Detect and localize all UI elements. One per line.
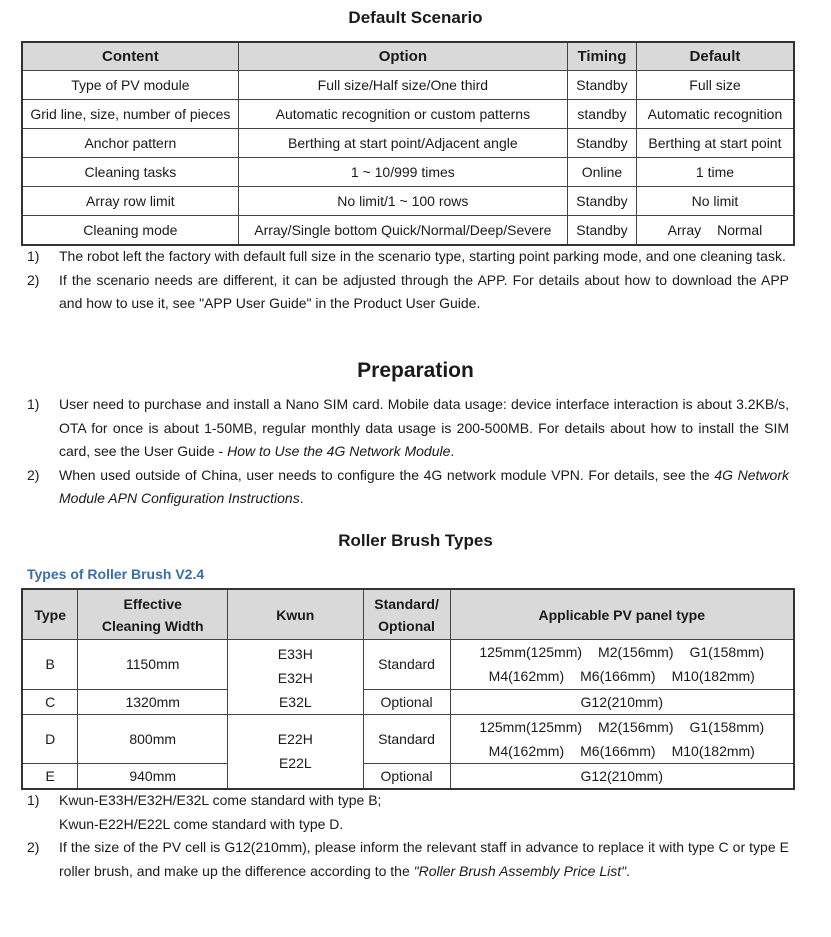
note-number: 1): [27, 396, 40, 412]
cell-kwun-group-2: [228, 715, 364, 790]
panel-size: M2(156mm): [598, 644, 674, 661]
cell-default: No limit: [636, 187, 794, 216]
cell-panel: [450, 715, 794, 764]
table-row: [22, 715, 794, 764]
table-row: [22, 187, 794, 216]
list-item: [27, 464, 789, 511]
panel-size: M6(166mm): [580, 743, 656, 759]
panel-size: M4(162mm): [488, 743, 565, 759]
cell-content: Type of PV module: [22, 71, 238, 100]
cell-option: Automatic recognition or custom patterns: [238, 100, 567, 129]
cell-option: No limit/1 ~ 100 rows: [238, 187, 567, 216]
note-text: User need to purchase and install a Nano SIM card. Mobile data usage: device interface interaction is about 3.2KB/s, OTA for once is about 1-50MB, regular monthly data usage is 200-500MB. For details about how to install the SIM card, see the User Guide -: [59, 396, 789, 459]
cell-option: Berthing at start point/Adjacent angle: [238, 129, 567, 158]
list-item: [27, 836, 789, 883]
table-row: [22, 71, 794, 100]
table-row: [22, 640, 794, 690]
header-default: Default: [636, 42, 794, 71]
header-width-line1: Effective: [123, 595, 182, 612]
kwun-value: E32H: [277, 670, 313, 686]
note-number: 1): [27, 792, 40, 808]
cell-standard: Standard: [363, 715, 450, 764]
panel-line: [453, 715, 791, 739]
cell-timing: Online: [567, 158, 636, 187]
cell-standard: Optional: [363, 764, 450, 790]
default-scenario-table: [21, 41, 795, 246]
cell-type: C: [22, 689, 78, 714]
cell-width: 1150mm: [78, 640, 228, 690]
roller-brush-table: [21, 588, 795, 790]
panel-size: M4(162mm): [488, 668, 565, 685]
cell-timing: Standby: [567, 187, 636, 216]
cell-default: Berthing at start point: [636, 129, 794, 158]
note-line: Kwun-E22H/E22L come standard with type D.: [59, 815, 344, 832]
section-title-default-scenario: Default Scenario: [348, 8, 483, 27]
table-row: [22, 689, 794, 714]
list-item: [27, 789, 789, 836]
cell-content: Cleaning tasks: [22, 158, 238, 187]
table-row: [22, 158, 794, 187]
cell-default: [636, 216, 794, 246]
table-header-row: [22, 42, 794, 71]
header-standard-line2: Optional: [378, 617, 435, 634]
section-title-roller-brush: Roller Brush Types: [338, 531, 493, 550]
cell-content: Cleaning mode: [22, 216, 238, 246]
table-row: [22, 100, 794, 129]
panel-line: [453, 739, 791, 763]
cell-content: Anchor pattern: [22, 129, 238, 158]
cell-type: D: [22, 715, 78, 764]
list-item: [27, 245, 789, 269]
cell-panel: [450, 640, 794, 690]
note-text: When used outside of China, user needs to configure the 4G network module VPN. For details, see the: [59, 466, 715, 483]
header-width-line2: Cleaning Width: [101, 617, 204, 634]
default-normal: Normal: [717, 222, 763, 238]
panel-size: M6(166mm): [580, 668, 656, 685]
header-kwun: Kwun: [228, 589, 364, 640]
note-link-title: "Roller Brush Assembly Price List": [413, 862, 627, 879]
header-option: Option: [238, 42, 567, 71]
cell-option: Array/Single bottom Quick/Normal/Deep/Severe: [238, 216, 567, 246]
cell-default: 1 time: [636, 158, 794, 187]
panel-line: [453, 664, 791, 688]
section-title-preparation: Preparation: [357, 359, 474, 382]
cell-option: 1 ~ 10/999 times: [238, 158, 567, 187]
table-header-row: [22, 589, 794, 640]
note-text: The robot left the factory with default full size in the scenario type, starting point parking mode, and one cleaning task.: [59, 248, 786, 264]
table-row: [22, 764, 794, 790]
cell-kwun-group-1: [228, 640, 364, 715]
note-end: .: [299, 490, 304, 506]
note-text: If the scenario needs are different, it can be adjusted through the APP. For details about how to download the APP and how to use it, see "APP User Guide" in the Product User Guide.: [59, 271, 789, 311]
cell-default: Full size: [636, 71, 794, 100]
kwun-value: E33H: [277, 646, 313, 662]
panel-size: G1(158mm): [689, 644, 765, 661]
header-type: Type: [22, 589, 78, 640]
cell-standard: Optional: [363, 689, 450, 714]
default-array: Array: [667, 222, 702, 238]
header-content: Content: [22, 42, 238, 71]
note-number: 2): [27, 466, 40, 483]
cell-panel: G12(210mm): [450, 689, 794, 714]
cell-type: E: [22, 764, 78, 790]
panel-size: M2(156mm): [598, 719, 674, 735]
cell-width: 1320mm: [78, 689, 228, 714]
note-text: If the size of the PV cell is G12(210mm), please inform the relevant staff in advance to replace it with type C or type E roller brush, and make up the difference according to the: [59, 839, 789, 879]
kwun-value: E32L: [278, 694, 312, 710]
header-panel-type: Applicable PV panel type: [450, 589, 794, 640]
note-number: 2): [27, 839, 40, 855]
table-row: [22, 129, 794, 158]
panel-size: M10(182mm): [671, 668, 755, 685]
cell-standard: Standard: [363, 640, 450, 690]
cell-option: Full size/Half size/One third: [238, 71, 567, 100]
cell-timing: Standby: [567, 129, 636, 158]
panel-size: M10(182mm): [671, 743, 755, 759]
cell-type: B: [22, 640, 78, 690]
header-standard-line1: Standard/: [374, 595, 439, 612]
list-item: [27, 269, 789, 316]
kwun-value: E22L: [278, 755, 312, 771]
cell-width: 800mm: [78, 715, 228, 764]
cell-content: Grid line, size, number of pieces: [22, 100, 238, 129]
kwun-value: E22H: [277, 731, 313, 747]
note-line: Kwun-E33H/E32H/E32L come standard with type B;: [59, 792, 382, 808]
note-number: 1): [27, 248, 40, 264]
cell-content: Array row limit: [22, 187, 238, 216]
roller-subtitle: Types of Roller Brush V2.4: [27, 566, 205, 582]
header-standard: [363, 589, 450, 640]
roller-notes: [27, 789, 789, 883]
cell-timing: Standby: [567, 216, 636, 246]
note-end: .: [450, 443, 455, 459]
preparation-notes: [27, 393, 789, 511]
panel-size: G1(158mm): [689, 719, 765, 735]
note-end: .: [626, 862, 630, 879]
cell-panel: G12(210mm): [450, 764, 794, 790]
cell-default: Automatic recognition: [636, 100, 794, 129]
cell-timing: standby: [567, 100, 636, 129]
table-row: [22, 216, 794, 246]
note-link-title: 4G Network Module APN Configuration Instructions: [59, 466, 789, 506]
scenario-notes: [27, 245, 789, 316]
list-item: [27, 393, 789, 464]
header-timing: Timing: [567, 42, 636, 71]
panel-size: 125mm(125mm): [479, 644, 583, 661]
cell-timing: Standby: [567, 71, 636, 100]
panel-line: [453, 640, 791, 664]
note-link-title: How to Use the 4G Network Module: [227, 443, 451, 459]
panel-size: 125mm(125mm): [479, 719, 583, 735]
header-width: [78, 589, 228, 640]
cell-width: 940mm: [78, 764, 228, 790]
note-number: 2): [27, 271, 40, 288]
